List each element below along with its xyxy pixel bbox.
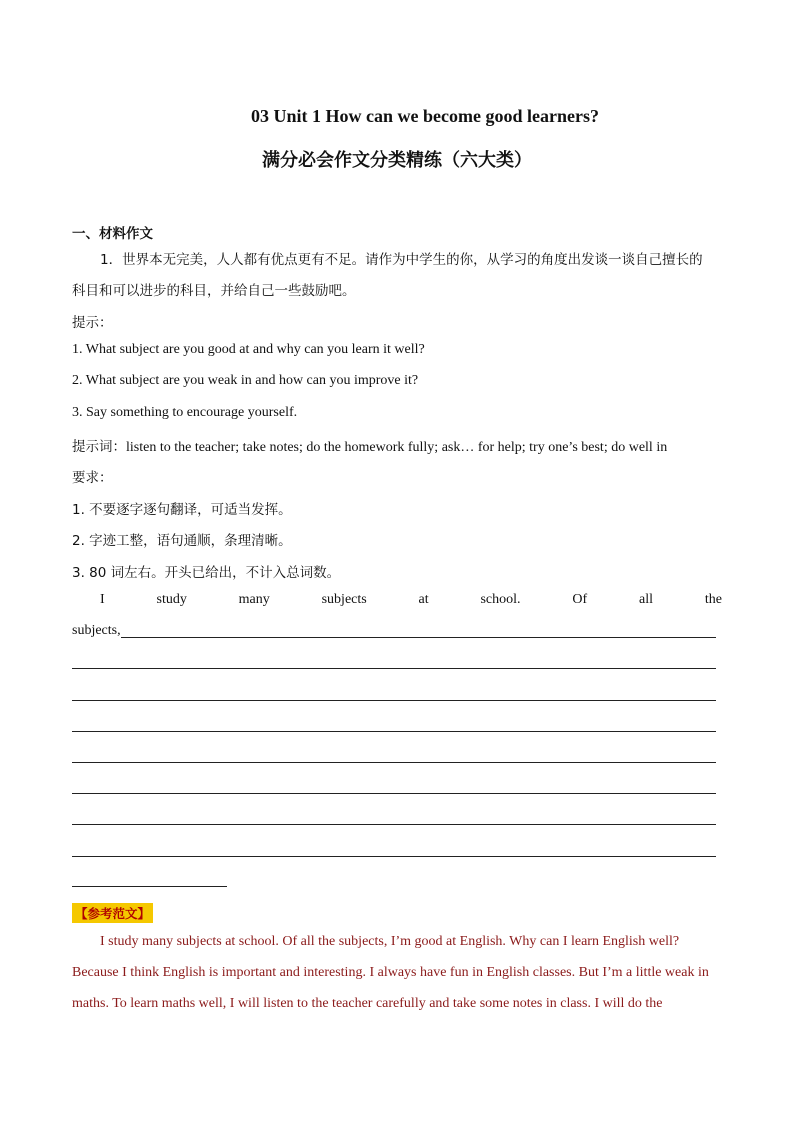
- writing-line[interactable]: [72, 824, 716, 825]
- hint-label: 提示：: [72, 315, 113, 331]
- writing-line[interactable]: [72, 731, 716, 732]
- requirement-item: 3. 80 词左右。开头已给出，不计入总词数。: [72, 565, 341, 581]
- opening-word: subjects: [321, 592, 367, 607]
- opening-word: study: [156, 592, 187, 607]
- opening-word: the: [704, 592, 722, 607]
- hint-item: 1. What subject are you good at and why can you learn it well?: [72, 342, 425, 357]
- task-text-line-2: 科目和可以进步的科目，并给自己一些鼓励吧。: [72, 283, 356, 299]
- writing-line[interactable]: [121, 637, 716, 638]
- opening-word: Of: [572, 592, 588, 607]
- writing-line[interactable]: [72, 793, 716, 794]
- requirements-label: 要求：: [72, 470, 113, 486]
- opening-word: school.: [480, 592, 521, 607]
- writing-line[interactable]: [72, 856, 716, 857]
- keywords-label: 提示词：: [72, 439, 126, 455]
- opening-word: many: [238, 592, 270, 607]
- writing-line[interactable]: [72, 668, 716, 669]
- essay-opening-continuation: subjects,: [72, 623, 121, 638]
- task-text-line-1: 1．世界本无完美，人人都有优点更有不足。请作为中学生的你，从学习的角度出发谈一谈自己擅长的: [100, 252, 703, 268]
- writing-line[interactable]: [72, 886, 227, 887]
- keywords-text: listen to the teacher; take notes; do the homework fully; ask… for help; try one’s best; do well in: [126, 440, 668, 455]
- writing-line[interactable]: [72, 700, 716, 701]
- hint-item: 2. What subject are you weak in and how can you improve it?: [72, 373, 419, 388]
- essay-opening-line: [100, 592, 722, 608]
- requirement-item: 2. 字迹工整，语句通顺，条理清晰。: [72, 533, 292, 549]
- opening-word: all: [638, 592, 653, 607]
- model-essay-line: I study many subjects at school. Of all the subjects, I’m good at English. Why can I learn English well?: [100, 934, 680, 949]
- keywords-row: [72, 435, 667, 456]
- model-essay-line: Because I think English is important and interesting. I always have fun in English classes. But I’m a little weak in: [72, 965, 709, 980]
- model-essay-line: maths. To learn maths well, I will listen to the teacher carefully and take some notes in class. I will do the: [72, 996, 663, 1011]
- opening-word: I: [100, 592, 105, 607]
- opening-word: at: [418, 592, 429, 607]
- section-heading: 一、材料作文: [72, 226, 153, 242]
- requirement-item: 1. 不要逐字逐句翻译，可适当发挥。: [72, 502, 292, 518]
- writing-line[interactable]: [72, 762, 716, 763]
- page-subtitle: 满分必会作文分类精练（六大类）: [262, 150, 532, 171]
- hint-item: 3. Say something to encourage yourself.: [72, 405, 298, 420]
- page-title: 03 Unit 1 How can we become good learners?: [251, 106, 599, 126]
- model-essay-label: 【参考范文】: [72, 903, 153, 923]
